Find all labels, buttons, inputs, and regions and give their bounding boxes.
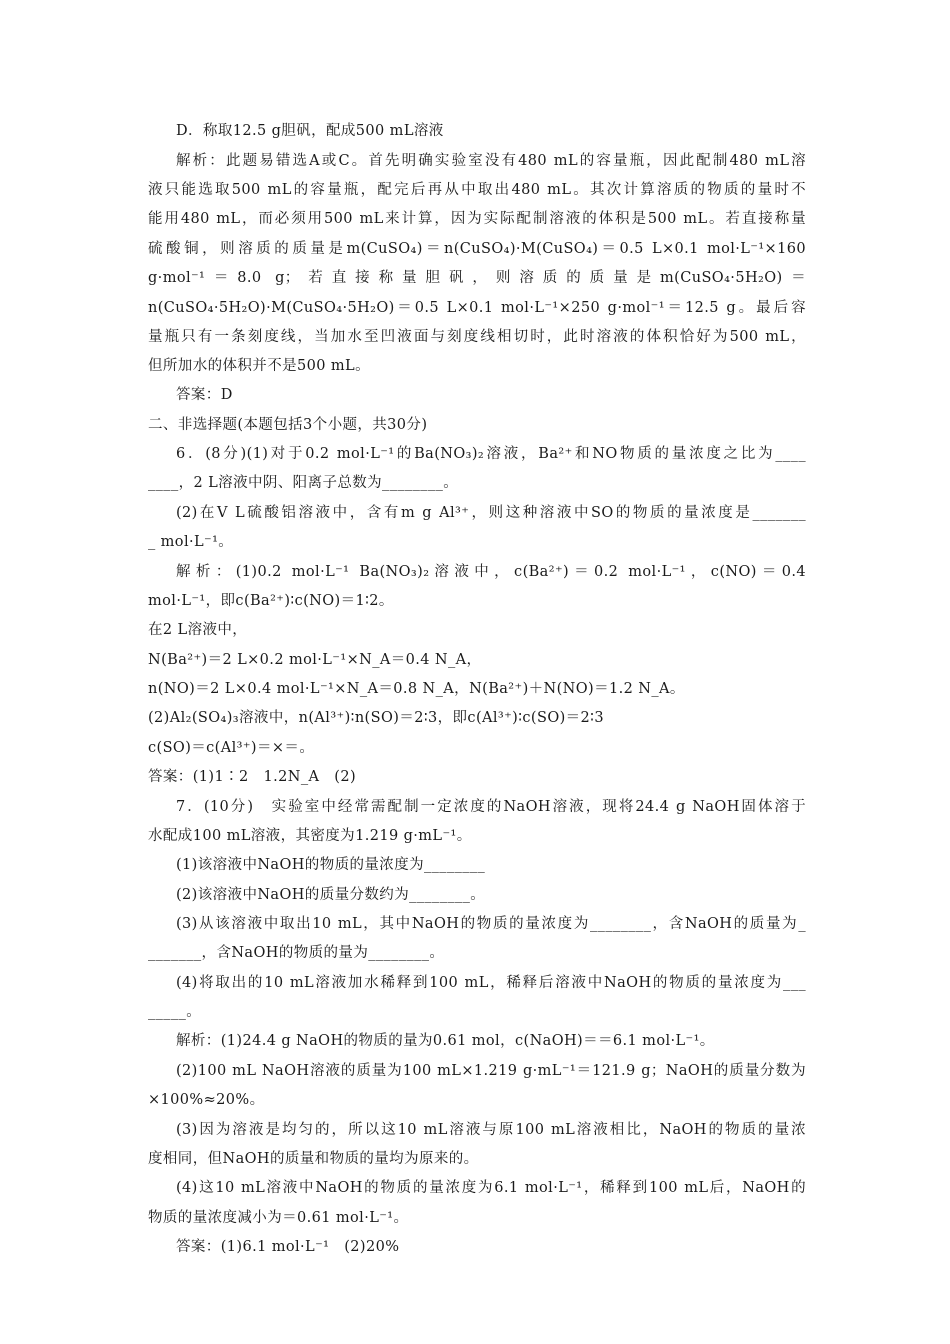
text-line: 但所加水的体积并不是500 mL。 xyxy=(148,358,370,374)
text-line: ____，2 L溶液中阴、阳离子总数为________。 xyxy=(148,475,459,491)
text-line: (2)该溶液中NaOH的质量分数约为________。 xyxy=(176,887,486,903)
text-line: (1)该溶液中NaOH的物质的量浓度为________ xyxy=(176,857,486,873)
text-line: 度相同，但NaOH的质量和物质的量均为原来的。 xyxy=(148,1151,479,1167)
text-line: 物质的量浓度减小为＝0.61 mol·L⁻¹。 xyxy=(148,1210,409,1226)
text-line: c(SO)＝c(Al³⁺)＝×＝。 xyxy=(148,740,315,756)
text-line: (4)这10 mL溶液中NaOH的物质的量浓度为6.1 mol·L⁻¹，稀释到100 mL后，NaOH的 xyxy=(176,1180,806,1196)
text-line: n(NO)＝2 L×0.4 mol·L⁻¹×N_A＝0.8 N_A，N(Ba²⁺)＋N(NO)＝1.2 N_A。 xyxy=(148,681,685,697)
text-line: N(Ba²⁺)＝2 L×0.2 mol·L⁻¹×N_A＝0.4 N_A， xyxy=(148,652,482,668)
text-line: _ mol·L⁻¹。 xyxy=(148,534,234,550)
text-line: 解析：此题易错选A或C。首先明确实验室没有480 mL的容量瓶，因此配制480 mL溶 xyxy=(176,153,806,169)
text-line: 答案：(1)6.1 mol·L⁻¹ (2)20% xyxy=(176,1239,400,1255)
text-line: g·mol⁻¹＝8.0 g；若直接称量胆矾，则溶质的质量是m(CuSO₄·5H₂O)＝ xyxy=(148,270,806,286)
text-line: (2)100 mL NaOH溶液的质量为100 mL×1.219 g·mL⁻¹＝121.9 g；NaOH的质量分数为 xyxy=(176,1063,806,1079)
text-line: 能用480 mL，而必须用500 mL来计算，因为实际配制溶液的体积是500 mL。若直接称量 xyxy=(148,211,806,227)
text-line: 水配成100 mL溶液，其密度为1.219 g·mL⁻¹。 xyxy=(148,828,472,844)
text-line: 量瓶只有一条刻度线，当加水至凹液面与刻度线相切时，此时溶液的体积恰好为500 mL， xyxy=(148,329,806,345)
text-line: 硫酸铜，则溶质的质量是m(CuSO₄)＝n(CuSO₄)·M(CuSO₄)＝0.5 L×0.1 mol·L⁻¹×160 xyxy=(148,241,806,257)
text-line: 7．(10分) 实验室中经常需配制一定浓度的NaOH溶液，现将24.4 g NaOH固体溶于 xyxy=(176,799,806,815)
text-line: (4)将取出的10 mL溶液加水稀释到100 mL，稀释后溶液中NaOH的物质的量浓度为___ xyxy=(176,975,806,991)
text-line: D．称取12.5 g胆矾，配成500 mL溶液 xyxy=(176,123,444,139)
text-line: (2)Al₂(SO₄)₃溶液中，n(Al³⁺)∶n(SO)＝2∶3，即c(Al³⁺)∶c(SO)＝2∶3 xyxy=(148,710,604,726)
text-line: ×100%≈20%。 xyxy=(148,1092,265,1108)
text-line: mol·L⁻¹，即c(Ba²⁺)∶c(NO)＝1∶2。 xyxy=(148,593,394,609)
text-line: (3)因为溶液是均匀的，所以这10 mL溶液与原100 mL溶液相比，NaOH的物质的量浓 xyxy=(176,1122,806,1138)
text-line: _____。 xyxy=(148,1004,202,1020)
text-line: 答案：(1)1∶2 1.2N_A (2) xyxy=(148,769,356,785)
text-line: _______，含NaOH的物质的量为________。 xyxy=(148,945,445,961)
text-line: 答案：D xyxy=(176,387,233,403)
text-line: (3)从该溶液中取出10 mL，其中NaOH的物质的量浓度为________，含NaOH的质量为_ xyxy=(176,916,806,932)
text-line: 解析：(1)24.4 g NaOH的物质的量为0.61 mol，c(NaOH)＝＝6.1 mol·L⁻¹。 xyxy=(176,1033,715,1049)
text-line: 解析：(1)0.2 mol·L⁻¹ Ba(NO₃)₂溶液中，c(Ba²⁺)＝0.2 mol·L⁻¹，c(NO)＝0.4 xyxy=(176,564,806,580)
text-line: 6．(8分)(1)对于0.2 mol·L⁻¹的Ba(NO₃)₂溶液，Ba²⁺和NO物质的量浓度之比为____ xyxy=(176,446,806,462)
text-line: (2)在V L硫酸铝溶液中，含有m g Al³⁺，则这种溶液中SO的物质的量浓度是_______ xyxy=(176,505,806,521)
text-line: 二、非选择题(本题包括3个小题，共30分) xyxy=(148,417,428,433)
text-line: n(CuSO₄·5H₂O)·M(CuSO₄·5H₂O)＝0.5 L×0.1 mol·L⁻¹×250 g·mol⁻¹＝12.5 g。最后容 xyxy=(148,300,806,316)
text-line: 液只能选取500 mL的容量瓶，配完后再从中取出480 mL。其次计算溶质的物质的量时不 xyxy=(148,182,806,198)
text-line: 在2 L溶液中， xyxy=(148,622,248,638)
